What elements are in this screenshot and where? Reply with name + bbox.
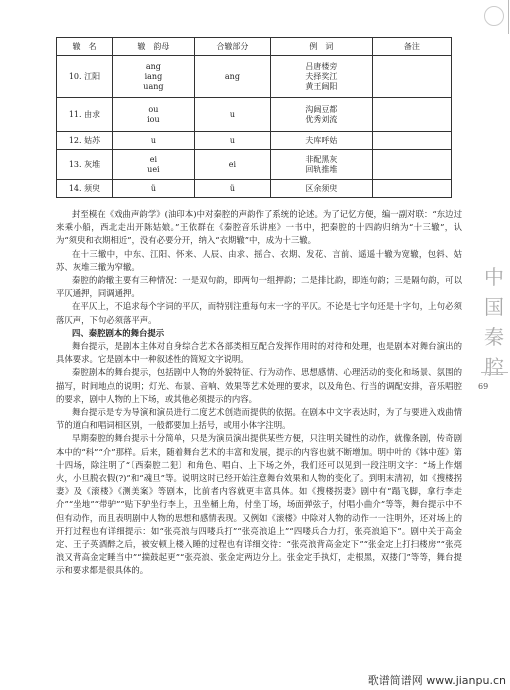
section-heading: 四、秦腔剧本的舞台提示: [72, 327, 165, 338]
rhyme-merge: ü: [194, 180, 270, 198]
rhyme-finals: ei uei: [112, 150, 194, 180]
paragraph: 舞台提示，是剧本主体对自身综合艺术各部类相互配合发挥作用时的对待和处理，也是剧本对舞台演出的具体要求。它是剧本中一种叙述性的简短文字说明。: [56, 341, 462, 365]
rhyme-note: [372, 98, 451, 132]
rhyme-note: [372, 56, 451, 98]
table-row: [57, 56, 452, 98]
rhyme-name: 11. 由求: [57, 98, 113, 132]
rhyme-name: 14. 须臾: [57, 180, 113, 198]
rhyme-name: 10. 江阳: [57, 56, 113, 98]
rhyme-finals: ou iou: [112, 98, 194, 132]
rhyme-note: [372, 132, 451, 150]
rhyme-examples: 区余须臾: [270, 180, 372, 198]
vertical-book-title: 中 国 秦 腔: [484, 265, 504, 379]
rhyme-finals: ü: [112, 180, 194, 198]
side-margin: [474, 0, 510, 690]
rhyme-note: [372, 150, 451, 180]
paragraph: 秦腔剧本的舞台提示，包括剧中人物的外貌特征、行为动作、思想感情、心理活动的变化和场景、氛围的描写，时间地点的说明；灯光、布景、音响、效果等艺术处理的要求，以及角色、行当的调配安排，音乐唱腔的要求，剧中人物的上下场，或其他必须提示的内容。: [56, 367, 462, 404]
rhyme-finals: ang iang uang: [112, 56, 194, 98]
rhyme-table: [56, 37, 452, 198]
paragraph: 秦腔的韵辙主要有三种情况：一是双句韵，即两句一组押韵；二是排比韵，即连句韵；三是隔句韵，可以平仄通押，同调通押。: [56, 275, 462, 299]
table-header-row: [57, 38, 452, 56]
header-cell: 辙 名: [57, 38, 113, 56]
rhyme-examples: 非配黑灰 回轨推堆: [270, 150, 372, 180]
body-text: [56, 208, 462, 578]
rhyme-examples: 吕唐楼旁 夫择奖江 黄王阔阳: [270, 56, 372, 98]
rhyme-name: 12. 姑苏: [57, 132, 113, 150]
header-cell: 备注: [372, 38, 451, 56]
rhyme-merge: ei: [194, 150, 270, 180]
table-row: [57, 180, 452, 198]
paragraph: 封至模在《戏曲声韵学》(油印本)中对秦腔的声韵作了系统的论述。为了记忆方便，编一副对联：“东边过来乘小船，西北走出开陈姑娘。”王依群在《秦腔音乐讲座》一书中，把秦腔的十四韵归纳为“十三辙”，认为“须臾和衣期相近”，没有必要分开，纳入“衣期辙”中，成为十三辙。: [56, 209, 462, 246]
rhyme-merge: u: [194, 132, 270, 150]
rhyme-merge: u: [194, 98, 270, 132]
rhyme-name: 13. 灰堆: [57, 150, 113, 180]
rhyme-note: [372, 180, 451, 198]
header-cell: 辙 韵母: [112, 38, 194, 56]
table-row: [57, 150, 452, 180]
rhyme-finals: u: [112, 132, 194, 150]
paragraph: 在十三辙中，中东、江阳、怀来、人辰、由求、摇合、衣期、发花、言前、遥遥十辙为宽辙，包斜、姑苏、灰堆三辙为窄辙。: [56, 248, 462, 272]
page-number: 69: [478, 382, 489, 391]
paragraph: 早期秦腔的舞台提示十分简单，只是为演员演出提供某些方便，只注明关键性的动作，就像条剧，传奇剧本中的“科”“介”那样。后来，随着舞台艺术的丰富和发展，提示的内容也就不断增加。明中叶的《钵中莲》第十四场，除注明了“〔西秦腔二犯〕和角色、唱白、上下场之外，我们还可以见到一段注明文字：“场上作烟火，小旦脱衣假(?)”和“魂旦”等。说明这时已经开始注意舞台效果和人物的变化了。到明末清初，如《搜楼拐妻》及《滚楼》《测美案》等剧本，比前者内容就更丰富具体。如《搜楼拐妻》剧中有“蹋飞脚，拿行李走介”“坐地”“带驴”“贴下驴坐行李上，丑坐桶上角，付坐丁场，场面弹弦子，付唱小曲介”等等，舞台提示中不但有动作，而且表明剧中人物的思想和感情表现。又例如《滚楼》中除对人物的动作一一注明外，还对场上的开打过程也有详细提示：如“张亮浪与四喽兵打”“张亮浪追上”“四喽兵合力打，张亮浪追下”。剧中关于高金定、王子英酒醉之后，被安顿上楼入睡的过程也有详细交待：“张亮浪背高金定下”“张金定上打扫楼房”“张亮浪又背高金定睡当中”“揣鼓起更”“张亮浪、张金定两边分上。张金定手执灯，走根黑，双搂门”等等，舞台提示和要求都是很具体的。: [56, 433, 462, 576]
header-cell: 例 词: [270, 38, 372, 56]
watermark: 歌谱简谱网 www.jianpu.cn: [367, 674, 506, 687]
paragraph: 舞台提示是专为导演和演员进行二度艺术创造而提供的依据。在剧本中文字表达时，为了与要进入戏曲情节的道白和唱词相区别，一般都要加上括号，或用小体字注明。: [56, 407, 462, 431]
table-row: [57, 98, 452, 132]
paragraph: 在平仄上，不追求每个字词的平仄，而特别注重每句末一字的平仄。不论是七字句还是十字句，上句必须落仄声，下句必须落平声。: [56, 301, 462, 325]
rhyme-examples: 沟阔豆都 优秀刘流: [270, 98, 372, 132]
header-cell: 合辙部分: [194, 38, 270, 56]
rhyme-examples: 夫库呼姑: [270, 132, 372, 150]
corner-ornament: [480, 0, 509, 34]
divider: [481, 372, 508, 373]
table-row: [57, 132, 452, 150]
rhyme-merge: ang: [194, 56, 270, 98]
